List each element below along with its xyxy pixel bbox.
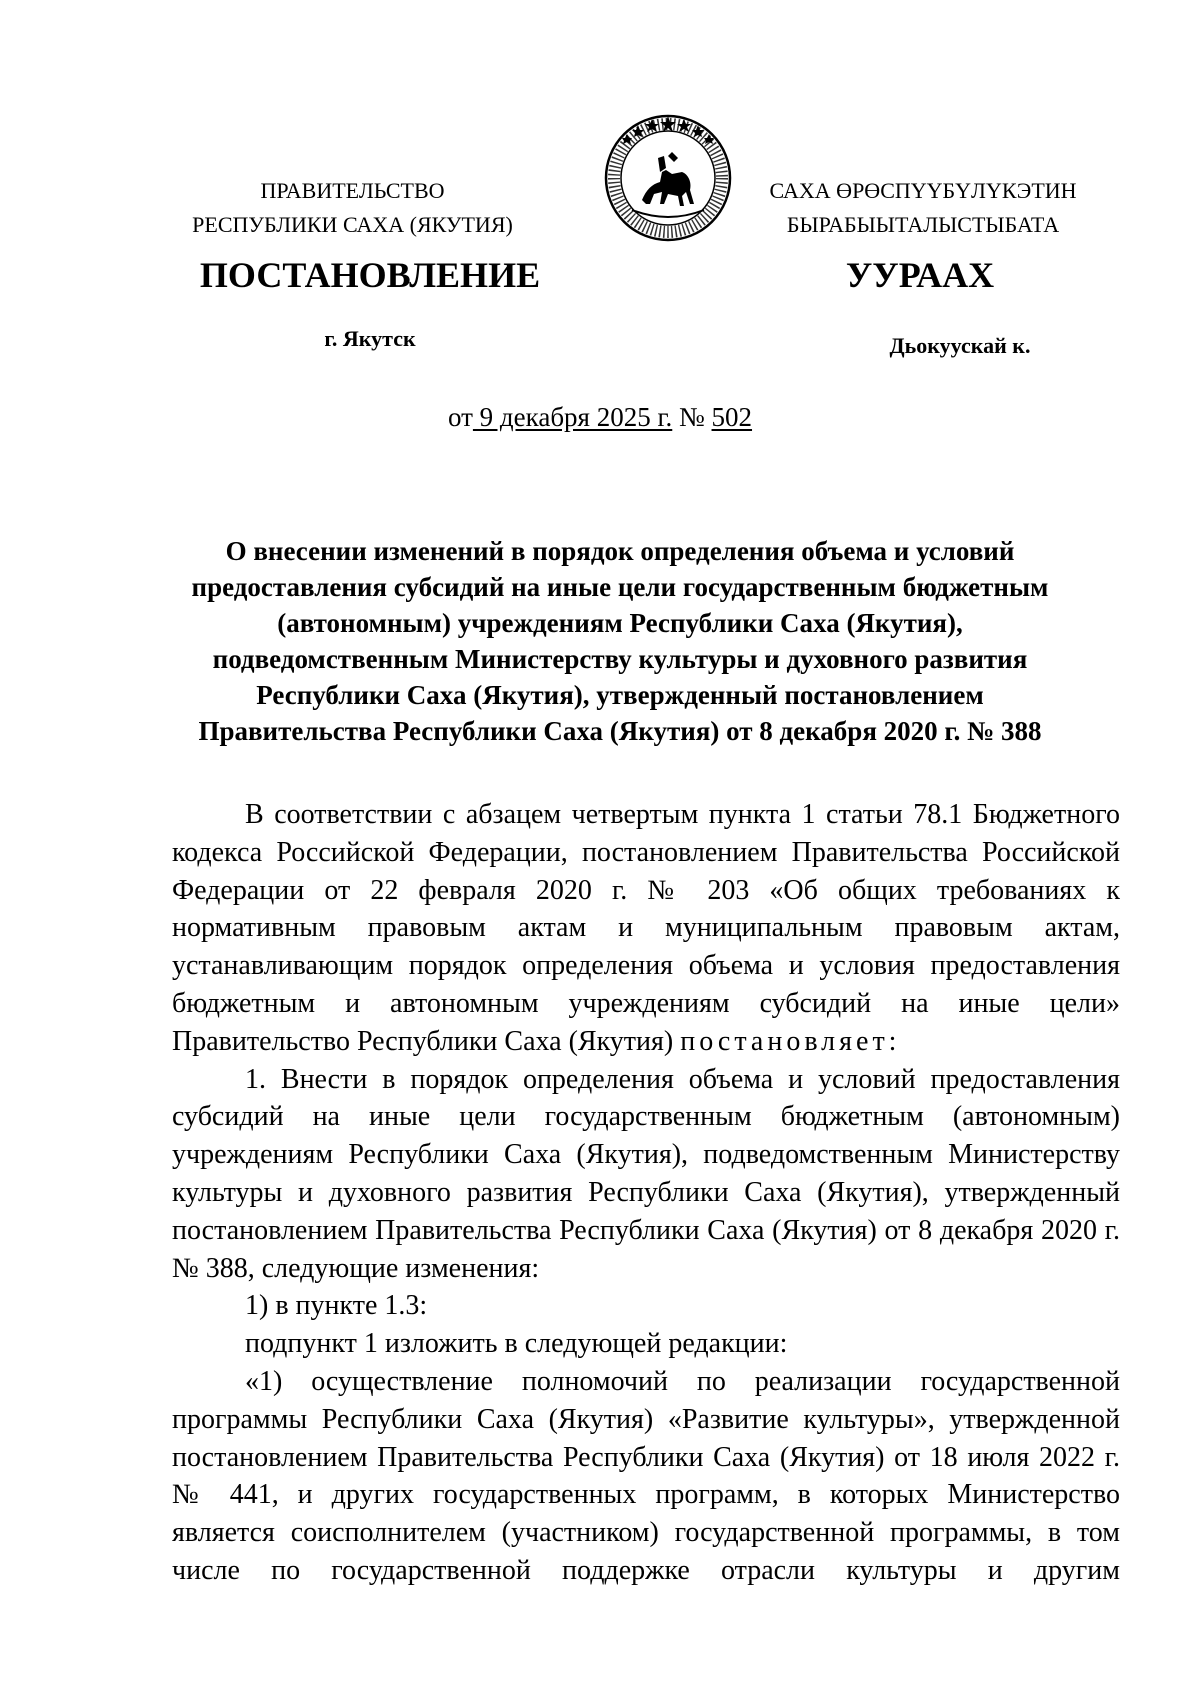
issuer-ru <box>180 174 525 242</box>
place-sah: Дьокуускай к. <box>889 333 1031 358</box>
title-line: подведомственным Министерству культуры и духовного развития <box>212 644 1028 674</box>
number-sign: № <box>672 402 712 432</box>
coat-of-arms-icon <box>602 112 734 244</box>
preamble-text: В соответствии с абзацем четвертым пункта 1 статьи 78.1 Бюджетного кодекса Российской Федерации, постановлением Правительства Российской Федерации от 22 февраля 2020 г. № 203 «Об общих требованиях к нормативным правовым актам и муниципальным правовым актам, устанавливающим порядок определения объема и условия предоставления бюджетным и автономным учреждениям субсидий на иные цели» Правительство Республики Саха (Якутия) <box>172 799 1120 1057</box>
date-number-line <box>300 400 900 434</box>
title-line: О внесении изменений в порядок определения объема и условий <box>225 536 1015 566</box>
body-paragraph-preamble <box>172 796 1120 1061</box>
issuer-sah <box>753 174 1093 242</box>
title-line: предоставления субсидий на иные цели государственным бюджетным <box>191 572 1049 602</box>
issuer-sah-line-2: БЫРАБЫЫТАЛЫСТЫБАТА <box>786 212 1060 237</box>
document-body <box>172 796 1120 1590</box>
document-number: 502 <box>711 402 753 432</box>
title-line: (автономным) учреждениям Республики Саха (Якутия), <box>277 608 963 638</box>
doc-type-ru: ПОСТАНОВЛЕНИЕ <box>199 255 541 295</box>
title-line: Республики Саха (Якутия), утвержденный постановлением <box>256 680 984 710</box>
doc-type-sah: УУРААХ <box>845 255 995 295</box>
issuer-sah-line-1: САХА ӨРӨСПҮҮБҮЛҮКЭТИН <box>769 178 1077 203</box>
issuer-ru-line-1: ПРАВИТЕЛЬСТВО <box>260 178 445 203</box>
body-paragraph-3: подпункт 1 изложить в следующей редакции: <box>245 1328 788 1360</box>
body-paragraph-2: 1) в пункте 1.3: <box>245 1290 428 1322</box>
body-paragraph-1: 1. Внести в порядок определения объема и условий предоставления субсидий на иные цели государственным бюджетным (автономным) учреждениям Республики Саха (Якутия), подведомственным Министерству культуры и духовного развития Республики Саха (Якутия), утвержденный постановлением Правительства Республики Саха (Якутия) от 8 декабря 2020 г. № 388, следующие изменения: <box>172 1063 1120 1284</box>
date-prefix: от <box>447 402 473 432</box>
place-ru: г. Якутск <box>324 326 416 351</box>
document-date: 9 декабря 2025 г. <box>472 402 673 432</box>
title-line: Правительства Республики Саха (Якутия) от 8 декабря 2020 г. № 388 <box>198 716 1042 746</box>
body-paragraph-4: «1) осуществление полномочий по реализации государственной программы Республики Саха (Якутия) «Развитие культуры», утвержденной постановлением Правительства Республики Саха (Якутия) от 18 июля 2022 г. № 441, и других государственных программ, в которых Министерство является соисполнителем (участником) государственной программы, в том числе по государственной поддержке отрасли культуры и другим <box>172 1365 1120 1586</box>
document-title <box>150 533 1090 749</box>
issuer-ru-line-2: РЕСПУБЛИКИ САХА (ЯКУТИЯ) <box>192 212 513 237</box>
operative-word: постановляет: <box>680 1025 901 1057</box>
